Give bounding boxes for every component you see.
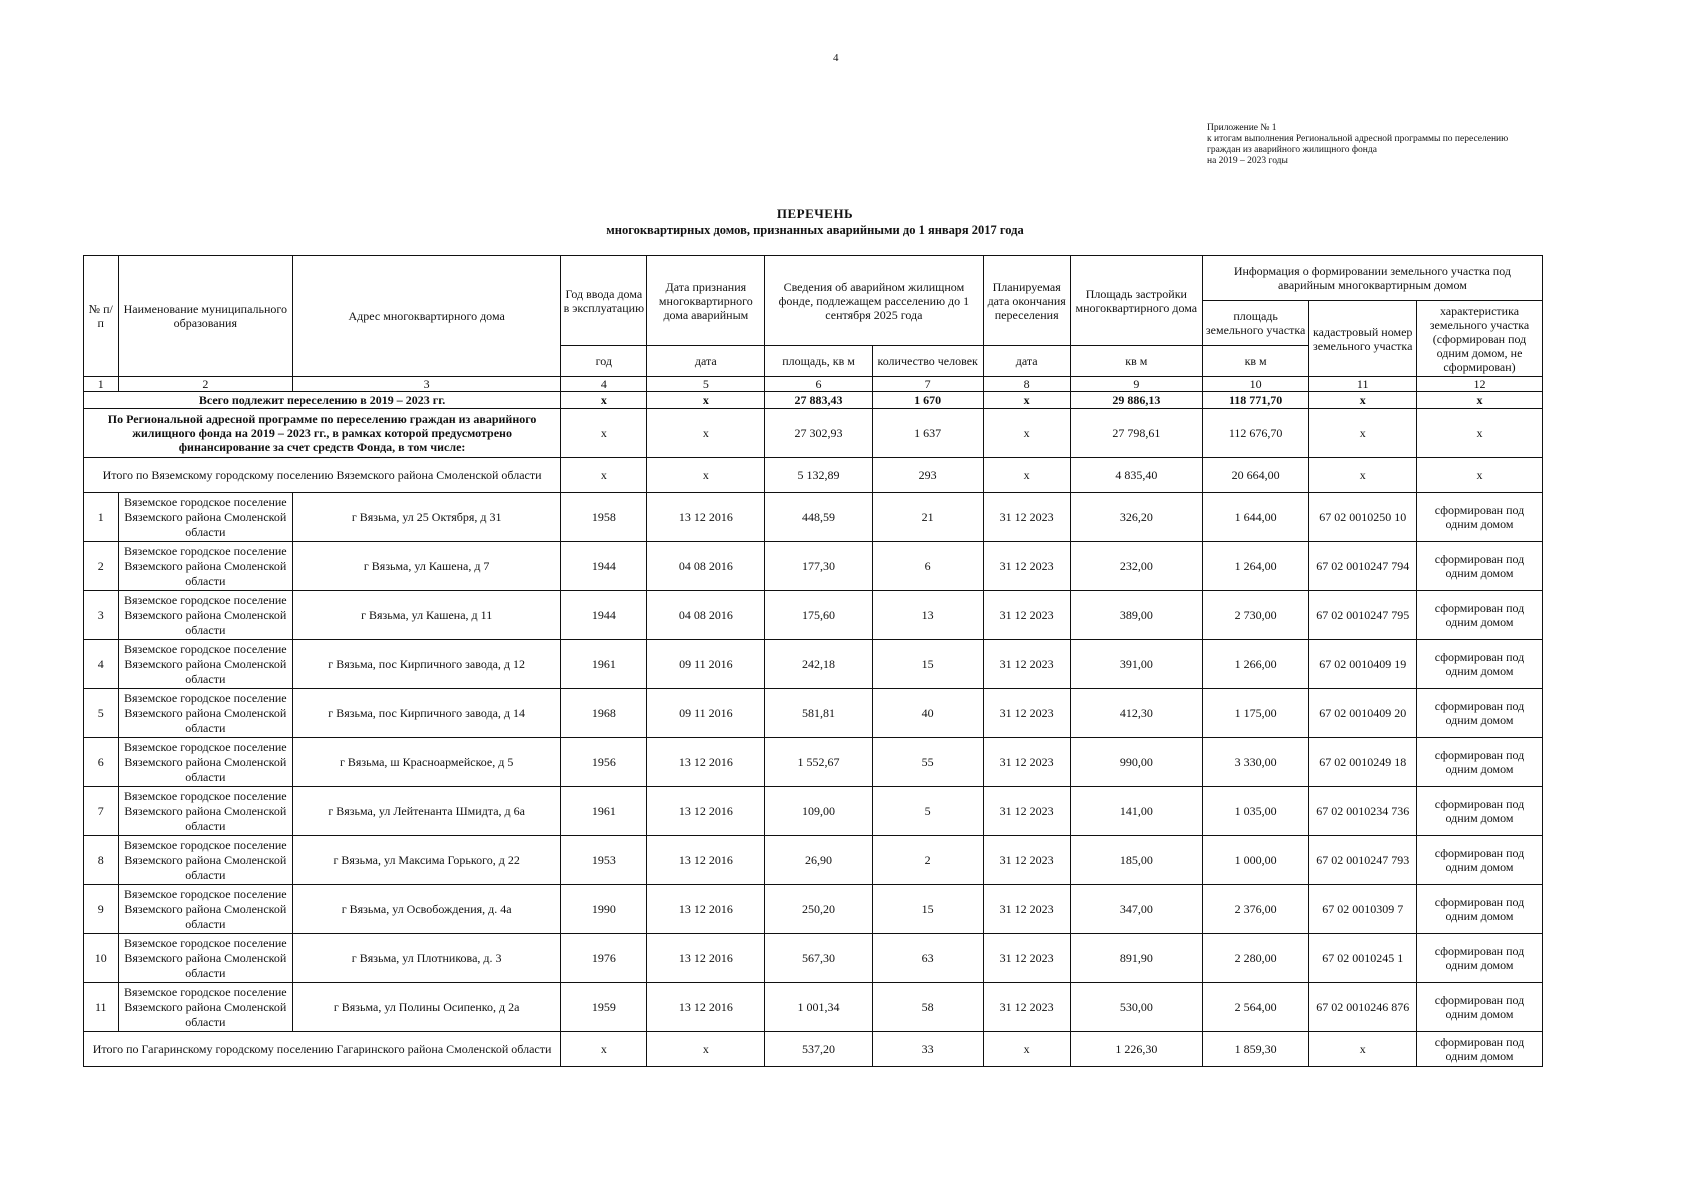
row-people: 2 — [872, 836, 983, 885]
unit-date: дата — [647, 346, 765, 377]
row-planned-date: 31 12 2023 — [983, 493, 1070, 542]
document-subtitle: многоквартирных домов, признанных аварийными до 1 января 2017 года — [606, 223, 1024, 237]
row-year: 1976 — [561, 934, 647, 983]
row-cadastral: 67 02 0010409 20 — [1309, 689, 1417, 738]
row-build-area: 232,00 — [1070, 542, 1202, 591]
col-index: 1 — [84, 377, 119, 392]
row-municipality: Вяземское городское поселение Вяземского района Смоленской области — [118, 640, 293, 689]
row-recognition-date: 13 12 2016 — [647, 885, 765, 934]
row-people: 21 — [872, 493, 983, 542]
row-recognition-date: 13 12 2016 — [647, 787, 765, 836]
row-build-area: 990,00 — [1070, 738, 1202, 787]
row-year: 1959 — [561, 983, 647, 1032]
col-index: 4 — [561, 377, 647, 392]
row-year: 1956 — [561, 738, 647, 787]
row-people: 6 — [872, 542, 983, 591]
col-index: 7 — [872, 377, 983, 392]
appendix-line: граждан из аварийного жилищного фонда — [1207, 145, 1377, 155]
table-row — [84, 738, 1543, 787]
row-year: 1961 — [561, 640, 647, 689]
col-index: 6 — [765, 377, 873, 392]
row-area: 1 552,67 — [765, 738, 873, 787]
row-recognition-date: 13 12 2016 — [647, 836, 765, 885]
program-label: По Региональной адресной программе по переселению граждан из аварийного жилищного фонда на 2019 – 2023 гг., в рамках которой предусмотрено финансирование за счет средств Фонда, в том числе: — [84, 409, 561, 458]
row-planned-date: 31 12 2023 — [983, 934, 1070, 983]
row-recognition-date: 13 12 2016 — [647, 493, 765, 542]
row-address: г Вязьма, ул Максима Горького, д 22 — [293, 836, 561, 885]
header-characteristic: характеристика земельного участка (сформирован под одним домом, не сформирован) — [1417, 301, 1543, 377]
table-row — [84, 542, 1543, 591]
table-row — [84, 591, 1543, 640]
row-build-area: 412,30 — [1070, 689, 1202, 738]
row-people: 55 — [872, 738, 983, 787]
row-municipality: Вяземское городское поселение Вяземского района Смоленской области — [118, 983, 293, 1032]
table-row — [84, 885, 1543, 934]
gagarin-total-cell: х — [647, 1032, 765, 1067]
row-recognition-date: 13 12 2016 — [647, 934, 765, 983]
row-people: 58 — [872, 983, 983, 1032]
vyazma-total-cell: х — [1417, 458, 1543, 493]
vyazma-total-cell: х — [983, 458, 1070, 493]
page-number: 4 — [833, 52, 839, 64]
unit-people: количество человек — [872, 346, 983, 377]
appendix-note — [1207, 123, 1537, 167]
header-year: Год ввода дома в эксплуатацию — [561, 256, 647, 346]
col-index: 12 — [1417, 377, 1543, 392]
row-address: г Вязьма, ш Красноармейское, д 5 — [293, 738, 561, 787]
unit-area: площадь, кв м — [765, 346, 873, 377]
row-build-area: 326,20 — [1070, 493, 1202, 542]
row-number: 2 — [84, 542, 119, 591]
total-row — [84, 392, 1543, 409]
row-number: 6 — [84, 738, 119, 787]
row-land-area: 1 264,00 — [1202, 542, 1309, 591]
program-cell: 27 302,93 — [765, 409, 873, 458]
row-address: г Вязьма, пос Кирпичного завода, д 12 — [293, 640, 561, 689]
row-characteristic: сформирован под одним домом — [1417, 493, 1543, 542]
unit-date2: дата — [983, 346, 1070, 377]
row-land-area: 2 730,00 — [1202, 591, 1309, 640]
row-number: 7 — [84, 787, 119, 836]
column-index-row — [84, 377, 1543, 392]
table-row — [84, 689, 1543, 738]
table-row — [84, 787, 1543, 836]
row-land-area: 3 330,00 — [1202, 738, 1309, 787]
gagarin-total-cell: 1 226,30 — [1070, 1032, 1202, 1067]
row-characteristic: сформирован под одним домом — [1417, 640, 1543, 689]
row-area: 567,30 — [765, 934, 873, 983]
row-year: 1961 — [561, 787, 647, 836]
table-row — [84, 493, 1543, 542]
row-municipality: Вяземское городское поселение Вяземского района Смоленской области — [118, 885, 293, 934]
row-land-area: 1 175,00 — [1202, 689, 1309, 738]
row-characteristic: сформирован под одним домом — [1417, 983, 1543, 1032]
table-row — [84, 983, 1543, 1032]
row-number: 5 — [84, 689, 119, 738]
row-characteristic: сформирован под одним домом — [1417, 689, 1543, 738]
vyazma-total-row — [84, 458, 1543, 493]
row-planned-date: 31 12 2023 — [983, 836, 1070, 885]
col-index: 9 — [1070, 377, 1202, 392]
row-municipality: Вяземское городское поселение Вяземского района Смоленской области — [118, 542, 293, 591]
row-recognition-date: 13 12 2016 — [647, 983, 765, 1032]
appendix-line: к итогам выполнения Региональной адресной программы по переселению — [1207, 134, 1509, 144]
row-recognition-date: 09 11 2016 — [647, 640, 765, 689]
row-cadastral: 67 02 0010249 18 — [1309, 738, 1417, 787]
row-number: 4 — [84, 640, 119, 689]
total-label: Всего подлежит переселению в 2019 – 2023 гг. — [84, 392, 561, 409]
row-address: г Вязьма, ул 25 Октября, д 31 — [293, 493, 561, 542]
unit-year: год — [561, 346, 647, 377]
total-cell: х — [1417, 392, 1543, 409]
vyazma-total-label: Итого по Вяземскому городскому поселению Вяземского района Смоленской области — [84, 458, 561, 493]
header-land-info: Информация о формировании земельного участка под аварийным многоквартирным домом — [1202, 256, 1542, 301]
header-cadastral: кадастровый номер земельного участка — [1309, 301, 1417, 377]
vyazma-total-cell: 293 — [872, 458, 983, 493]
program-cell: 112 676,70 — [1202, 409, 1309, 458]
row-year: 1990 — [561, 885, 647, 934]
row-municipality: Вяземское городское поселение Вяземского района Смоленской области — [118, 787, 293, 836]
col-index: 3 — [293, 377, 561, 392]
row-land-area: 1 035,00 — [1202, 787, 1309, 836]
vyazma-total-cell: 4 835,40 — [1070, 458, 1202, 493]
row-build-area: 185,00 — [1070, 836, 1202, 885]
row-people: 13 — [872, 591, 983, 640]
row-characteristic: сформирован под одним домом — [1417, 836, 1543, 885]
row-recognition-date: 09 11 2016 — [647, 689, 765, 738]
program-cell: 1 637 — [872, 409, 983, 458]
row-municipality: Вяземское городское поселение Вяземского района Смоленской области — [118, 738, 293, 787]
row-build-area: 891,90 — [1070, 934, 1202, 983]
row-address: г Вязьма, ул Кашена, д 7 — [293, 542, 561, 591]
row-people: 15 — [872, 640, 983, 689]
vyazma-total-cell: х — [561, 458, 647, 493]
row-area: 250,20 — [765, 885, 873, 934]
row-cadastral: 67 02 0010247 795 — [1309, 591, 1417, 640]
row-land-area: 2 376,00 — [1202, 885, 1309, 934]
row-characteristic: сформирован под одним домом — [1417, 885, 1543, 934]
row-land-area: 1 644,00 — [1202, 493, 1309, 542]
row-number: 3 — [84, 591, 119, 640]
program-cell: х — [1417, 409, 1543, 458]
row-cadastral: 67 02 0010250 10 — [1309, 493, 1417, 542]
header-land-area: площадь земельного участка — [1202, 301, 1309, 346]
row-characteristic: сформирован под одним домом — [1417, 738, 1543, 787]
row-address: г Вязьма, ул Освобождения, д. 4а — [293, 885, 561, 934]
row-characteristic: сформирован под одним домом — [1417, 934, 1543, 983]
program-cell: 27 798,61 — [1070, 409, 1202, 458]
header-mo: Наименование муниципального образования — [118, 256, 293, 377]
row-year: 1953 — [561, 836, 647, 885]
col-index: 2 — [118, 377, 293, 392]
row-area: 26,90 — [765, 836, 873, 885]
row-cadastral: 67 02 0010409 19 — [1309, 640, 1417, 689]
unit-sqm2: кв м — [1202, 346, 1309, 377]
row-land-area: 2 280,00 — [1202, 934, 1309, 983]
gagarin-total-row — [84, 1032, 1543, 1067]
total-cell: х — [1309, 392, 1417, 409]
row-planned-date: 31 12 2023 — [983, 542, 1070, 591]
document-title: ПЕРЕЧЕНЬ — [776, 206, 854, 221]
row-build-area: 530,00 — [1070, 983, 1202, 1032]
row-municipality: Вяземское городское поселение Вяземского района Смоленской области — [118, 591, 293, 640]
row-area: 1 001,34 — [765, 983, 873, 1032]
row-area: 109,00 — [765, 787, 873, 836]
row-planned-date: 31 12 2023 — [983, 983, 1070, 1032]
row-planned-date: 31 12 2023 — [983, 689, 1070, 738]
row-people: 5 — [872, 787, 983, 836]
row-people: 63 — [872, 934, 983, 983]
total-cell: х — [983, 392, 1070, 409]
row-area: 175,60 — [765, 591, 873, 640]
row-area: 581,81 — [765, 689, 873, 738]
total-cell: 1 670 — [872, 392, 983, 409]
row-land-area: 1 266,00 — [1202, 640, 1309, 689]
col-index: 10 — [1202, 377, 1309, 392]
total-cell: 118 771,70 — [1202, 392, 1309, 409]
house-rows — [84, 493, 1543, 1032]
row-recognition-date: 04 08 2016 — [647, 591, 765, 640]
row-cadastral: 67 02 0010234 736 — [1309, 787, 1417, 836]
gagarin-total-cell: х — [561, 1032, 647, 1067]
header-address: Адрес многоквартирного дома — [293, 256, 561, 377]
appendix-line: на 2019 – 2023 годы — [1207, 156, 1288, 166]
row-number: 9 — [84, 885, 119, 934]
row-address: г Вязьма, пос Кирпичного завода, д 14 — [293, 689, 561, 738]
gagarin-total-cell: сформирован под одним домом — [1417, 1032, 1543, 1067]
row-address: г Вязьма, ул Кашена, д 11 — [293, 591, 561, 640]
header-num: № п/п — [84, 256, 119, 377]
vyazma-total-cell: 5 132,89 — [765, 458, 873, 493]
row-address: г Вязьма, ул Плотникова, д. 3 — [293, 934, 561, 983]
row-number: 11 — [84, 983, 119, 1032]
vyazma-total-cell: х — [1309, 458, 1417, 493]
row-number: 8 — [84, 836, 119, 885]
row-planned-date: 31 12 2023 — [983, 787, 1070, 836]
program-row — [84, 409, 1543, 458]
gagarin-total-cell: х — [983, 1032, 1070, 1067]
row-area: 448,59 — [765, 493, 873, 542]
header-planned: Планируемая дата окончания переселения — [983, 256, 1070, 346]
row-build-area: 389,00 — [1070, 591, 1202, 640]
table-row — [84, 934, 1543, 983]
col-index: 8 — [983, 377, 1070, 392]
row-municipality: Вяземское городское поселение Вяземского района Смоленской области — [118, 836, 293, 885]
row-planned-date: 31 12 2023 — [983, 885, 1070, 934]
row-area: 242,18 — [765, 640, 873, 689]
gagarin-total-cell: 33 — [872, 1032, 983, 1067]
row-people: 40 — [872, 689, 983, 738]
row-cadastral: 67 02 0010245 1 — [1309, 934, 1417, 983]
row-municipality: Вяземское городское поселение Вяземского района Смоленской области — [118, 493, 293, 542]
row-number: 10 — [84, 934, 119, 983]
row-cadastral: 67 02 0010309 7 — [1309, 885, 1417, 934]
appendix-line: Приложение № 1 — [1207, 123, 1277, 133]
gagarin-total-cell: 1 859,30 — [1202, 1032, 1309, 1067]
table-row — [84, 836, 1543, 885]
row-year: 1968 — [561, 689, 647, 738]
program-cell: х — [561, 409, 647, 458]
vyazma-total-cell: х — [647, 458, 765, 493]
row-people: 15 — [872, 885, 983, 934]
program-cell: х — [1309, 409, 1417, 458]
col-index: 5 — [647, 377, 765, 392]
program-cell: х — [647, 409, 765, 458]
table-row — [84, 640, 1543, 689]
header-date-recog: Дата признания многоквартирного дома аварийным — [647, 256, 765, 346]
row-build-area: 347,00 — [1070, 885, 1202, 934]
row-year: 1944 — [561, 591, 647, 640]
total-cell: х — [647, 392, 765, 409]
row-planned-date: 31 12 2023 — [983, 640, 1070, 689]
row-number: 1 — [84, 493, 119, 542]
total-cell: 27 883,43 — [765, 392, 873, 409]
row-year: 1958 — [561, 493, 647, 542]
row-land-area: 1 000,00 — [1202, 836, 1309, 885]
row-area: 177,30 — [765, 542, 873, 591]
row-build-area: 391,00 — [1070, 640, 1202, 689]
gagarin-total-cell: х — [1309, 1032, 1417, 1067]
row-planned-date: 31 12 2023 — [983, 591, 1070, 640]
unit-sqm: кв м — [1070, 346, 1202, 377]
vyazma-total-cell: 20 664,00 — [1202, 458, 1309, 493]
row-municipality: Вяземское городское поселение Вяземского района Смоленской области — [118, 934, 293, 983]
row-recognition-date: 13 12 2016 — [647, 738, 765, 787]
row-cadastral: 67 02 0010246 876 — [1309, 983, 1417, 1032]
row-address: г Вязьма, ул Лейтенанта Шмидта, д 6а — [293, 787, 561, 836]
row-address: г Вязьма, ул Полины Осипенко, д 2а — [293, 983, 561, 1032]
gagarin-total-label: Итого по Гагаринскому городскому поселению Гагаринского района Смоленской области — [84, 1032, 561, 1067]
row-year: 1944 — [561, 542, 647, 591]
total-cell: 29 886,13 — [1070, 392, 1202, 409]
col-index: 11 — [1309, 377, 1417, 392]
row-land-area: 2 564,00 — [1202, 983, 1309, 1032]
total-cell: х — [561, 392, 647, 409]
row-characteristic: сформирован под одним домом — [1417, 787, 1543, 836]
gagarin-total-cell: 537,20 — [765, 1032, 873, 1067]
houses-table — [83, 255, 1543, 1067]
program-cell: х — [983, 409, 1070, 458]
row-municipality: Вяземское городское поселение Вяземского района Смоленской области — [118, 689, 293, 738]
row-cadastral: 67 02 0010247 793 — [1309, 836, 1417, 885]
row-planned-date: 31 12 2023 — [983, 738, 1070, 787]
row-characteristic: сформирован под одним домом — [1417, 542, 1543, 591]
row-characteristic: сформирован под одним домом — [1417, 591, 1543, 640]
row-cadastral: 67 02 0010247 794 — [1309, 542, 1417, 591]
header-build-area: Площадь застройки многоквартирного дома — [1070, 256, 1202, 346]
row-build-area: 141,00 — [1070, 787, 1202, 836]
header-fund: Сведения об аварийном жилищном фонде, подлежащем расселению до 1 сентября 2025 года — [765, 256, 983, 346]
row-recognition-date: 04 08 2016 — [647, 542, 765, 591]
